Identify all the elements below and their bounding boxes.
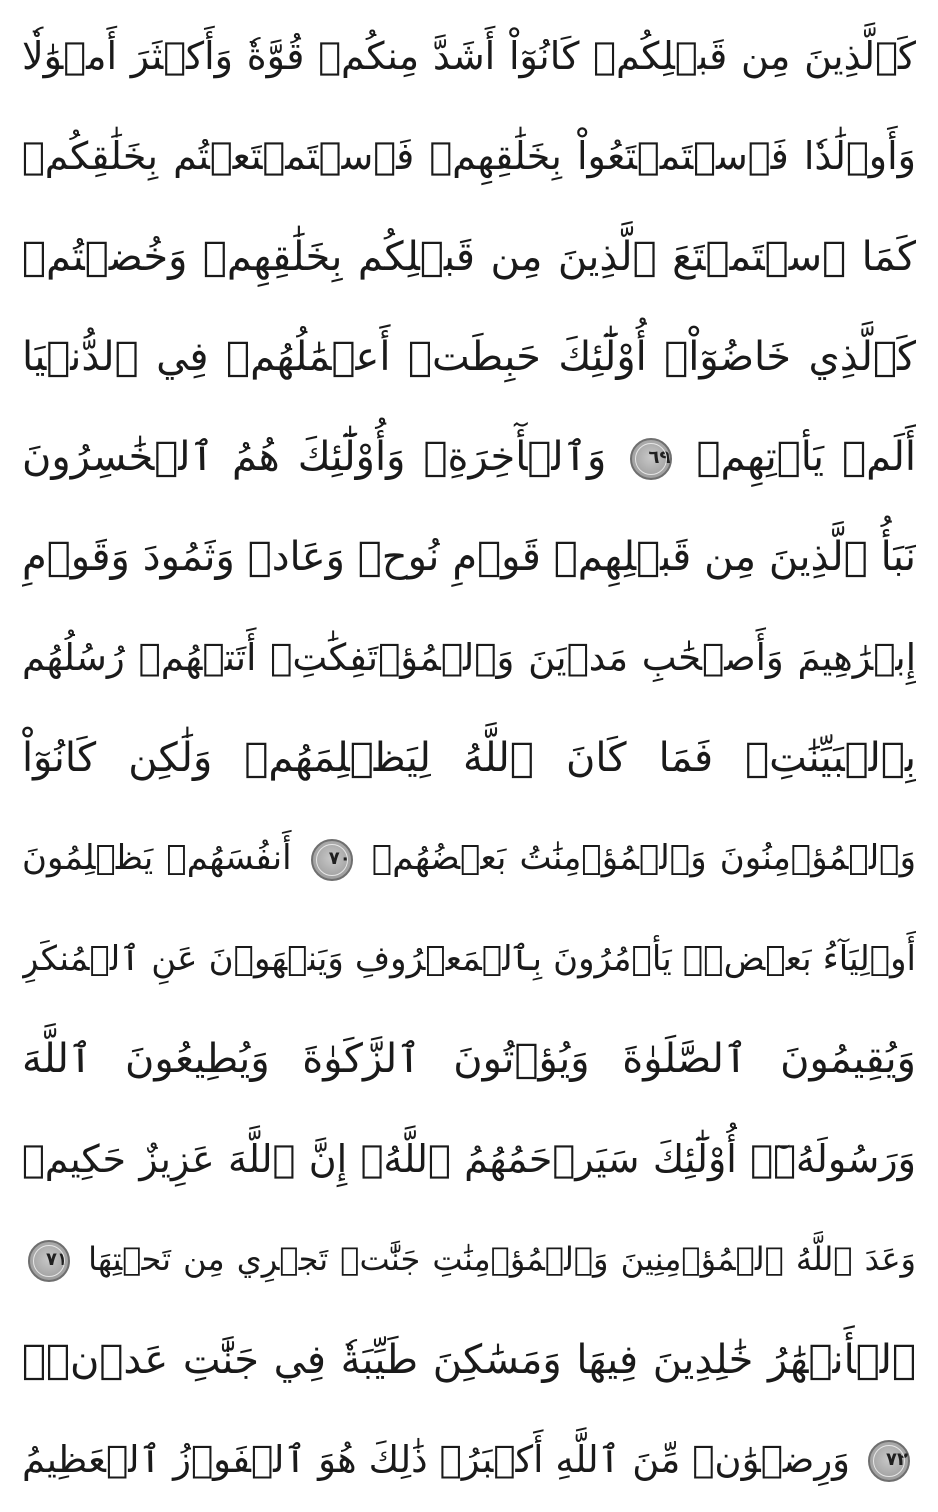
text-line-7	[22, 616, 916, 700]
text-line-12	[22, 1117, 916, 1201]
ayah-number-marker: ٦٩	[630, 438, 672, 480]
verse-text: وَٱلۡأٓخِرَةِۖ وَأُوْلَٰٓئِكَ هُمُ ٱلۡخَٰسِرُونَ	[22, 434, 607, 481]
verse-text: وَرَسُولَهُۥٓۚ أُوْلَٰٓئِكَ سَيَرۡحَمُهُمُ ٱللَّهُۗ إِنَّ ٱللَّهَ عَزِيزٌ حَكِيمٞ	[22, 1137, 916, 1182]
verse-text: وَٱلۡمُؤۡمِنُونَ وَٱلۡمُؤۡمِنَٰتُ بَعۡضُهُمۡ	[371, 838, 916, 879]
verse-text: كَٱلَّذِي خَاضُوٓاْۚ أُوْلَٰٓئِكَ حَبِطَتۡ أَعۡمَٰلُهُمۡ فِي ٱلدُّنۡيَا	[22, 333, 916, 380]
text-line-4	[22, 315, 916, 399]
ayah-number-marker: ٧٠	[311, 839, 353, 881]
verse-text: كَمَا ٱسۡتَمۡتَعَ ٱلَّذِينَ مِن قَبۡلِكُم بِخَلَٰقِهِمۡ وَخُضۡتُمۡ	[22, 233, 916, 280]
text-line-11	[22, 1017, 916, 1101]
ayah-number-marker: ٧١	[28, 1240, 70, 1282]
text-line-14	[22, 1318, 916, 1402]
text-line-8	[22, 716, 916, 800]
verse-text: أَوۡلِيَآءُ بَعۡضٖۚ يَأۡمُرُونَ بِٱلۡمَعۡرُوفِ وَيَنۡهَوۡنَ عَنِ ٱلۡمُنكَرِ	[22, 938, 916, 979]
verse-text: إِبۡرَٰهِيمَ وَأَصۡحَٰبِ مَدۡيَنَ وَٱلۡمُؤۡتَفِكَٰتِۚ أَتَتۡهُمۡ رُسُلُهُم	[22, 635, 916, 679]
text-line-9	[22, 816, 916, 900]
verse-text: وَعَدَ ٱللَّهُ ٱلۡمُؤۡمِنِينَ وَٱلۡمُؤۡمِنَٰتِ جَنَّٰتٖ تَجۡرِي مِن تَحۡتِهَا	[88, 1240, 916, 1279]
verse-text: أَلَمۡ يَأۡتِهِمۡ	[696, 434, 916, 481]
verse-text: وَرِضۡوَٰنٞ مِّنَ ٱللَّهِ أَكۡبَرُۚ ذَٰلِكَ هُوَ ٱلۡفَوۡزُ ٱلۡعَظِيمُ	[22, 1437, 851, 1481]
verse-text: وَأَوۡلَٰدٗا فَٱسۡتَمۡتَعُواْ بِخَلَٰقِهِمۡ فَٱسۡتَمۡتَعۡتُم بِخَلَٰقِكُمۡ	[22, 134, 916, 179]
text-line-15	[22, 1418, 916, 1502]
text-line-13	[22, 1217, 916, 1301]
text-line-5	[22, 415, 916, 499]
verse-text: نَبَأُ ٱلَّذِينَ مِن قَبۡلِهِمۡ قَوۡمِ نُوحٖ وَعَادٖ وَثَمُودَ وَقَوۡمِ	[22, 534, 916, 581]
ayah-number-marker: ٧٢	[868, 1440, 910, 1482]
text-line-6	[22, 515, 916, 599]
verse-text: كَٱلَّذِينَ مِن قَبۡلِكُمۡ كَانُوٓاْ أَشَدَّ مِنكُمۡ قُوَّةٗ وَأَكۡثَرَ أَمۡوَٰلٗا	[22, 34, 916, 78]
verse-text: وَيُقِيمُونَ ٱلصَّلَوٰةَ وَيُؤۡتُونَ ٱلزَّكَوٰةَ وَيُطِيعُونَ ٱللَّهَ	[22, 1035, 916, 1082]
text-line-2	[22, 114, 916, 198]
verse-text: أَنفُسَهُمۡ يَظۡلِمُونَ	[22, 838, 292, 879]
text-line-10	[22, 917, 916, 1001]
verse-text: بِٱلۡبَيِّنَٰتِۖ فَمَا كَانَ ٱللَّهُ لِيَظۡلِمَهُمۡ وَلَٰكِن كَانُوٓاْ	[22, 734, 916, 781]
text-line-1	[22, 14, 916, 98]
verse-text: ٱلۡأَنۡهَٰرُ خَٰلِدِينَ فِيهَا وَمَسَٰكِنَ طَيِّبَةٗ فِي جَنَّٰتِ عَدۡنٖۚ	[22, 1336, 916, 1383]
text-line-3	[22, 215, 916, 299]
